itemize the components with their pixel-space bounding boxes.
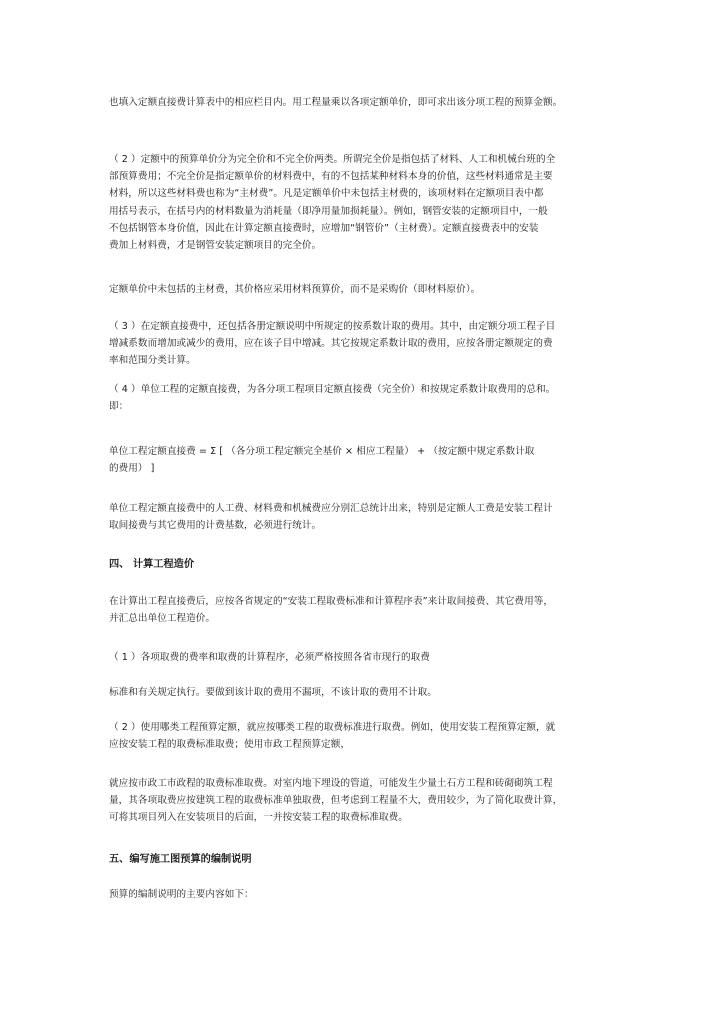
text-line: 定额单价中未包括的主材费，其价格应采用材料预算价，而不是采购价（即材料原价）。 <box>109 284 481 295</box>
text-line: （ 1 ）各项取费的费率和取费的计算程序，必须严格按照各省市现行的取费 <box>109 652 430 663</box>
text-line: 就应按市政工市政程的取费标准取费。对室内地下埋设的管道，可能发生少量土石方工程和砖砌砌筑工程 <box>109 778 553 789</box>
text-line: 率和范围分类计算。 <box>109 355 196 367</box>
paragraph-5 <box>109 381 629 415</box>
text-line: 单位工程定额直接费中的人工费、材料费和机械费应分别汇总统计出来，特别是定额人工费是安装工程计 <box>109 503 553 514</box>
text-line: 并汇总出单位工程造价。 <box>109 613 216 625</box>
paragraph-13 <box>109 886 629 903</box>
text-line: 预算的编制说明的主要内容如下： <box>109 889 254 900</box>
paragraph-1 <box>109 94 629 111</box>
paragraph-2 <box>109 151 629 254</box>
text-line: 取间接费与其它费用的计费基数，必须进行统计。 <box>109 520 322 532</box>
text-line: 应按安装工程的取费标准取费；使用市政工程预算定额， <box>109 739 351 751</box>
paragraph-7 <box>109 500 629 534</box>
text-line: 在计算出工程直接费后，应按各省规定的“安装工程取费标准和计算程序表”来计取间接费、其它费用等， <box>109 596 554 607</box>
text-line: 费加上材料费，才是钢管安装定额项目的完全价。 <box>109 240 322 252</box>
text-line: 即： <box>109 401 129 413</box>
text-line: （ 3 ）在定额直接费中，还包括各册定额说明中所规定的按系数计取的费用。其中，由定额分项工程子目 <box>109 321 556 332</box>
text-line: 部预算费用；不完全价是指定额单价的材料费中，有的不包括某种材料本身的价值，这些材料通常是主要 <box>109 171 553 183</box>
paragraph-8 <box>109 593 629 627</box>
text-line: 也填入定额直接费计算表中的相应栏目内。用工程量乘以各项定额单价，即可求出该分项工程的预算金额。 <box>109 97 563 108</box>
formula-paragraph <box>109 443 629 477</box>
paragraph-9 <box>109 649 629 666</box>
text-line: （ 4 ）单位工程的定额直接费，为各分项工程项目定额直接费（完全价）和按规定系数计取费用的总和。 <box>109 384 556 395</box>
paragraph-10 <box>109 684 629 701</box>
paragraph-4 <box>109 318 629 370</box>
formula-line: 单位工程定额直接费 = Σ [ （各分项工程定额完全基价 × 相应工程量） + （按定额中规定系数计取 <box>109 446 535 457</box>
paragraph-11 <box>109 719 629 753</box>
text-line: （ 2 ）使用哪类工程预算定额，就应按哪类工程的取费标准进行取费。例如，使用安装工程预算定额，就 <box>109 722 556 733</box>
paragraph-3 <box>109 281 629 298</box>
formula-line: 的费用） ] <box>109 463 155 475</box>
section-heading-4: 四、 计算工程造价 <box>109 559 195 570</box>
text-line: 量，其各项取费应按建筑工程的取费标准单独取费，但考虑到工程量不大，费用较少，为了简化取费计算， <box>109 795 563 807</box>
text-line: 增减系数而增加或减少的费用，应在该子目中增减。其它按规定系数计取的费用，应按各册定额规定的费 <box>109 338 553 350</box>
paragraph-12 <box>109 775 629 827</box>
text-line: （ 2 ）定额中的预算单价分为完全价和不完全价两类。所谓完全价是指包括了材料、人工和机械台班的全 <box>109 154 556 165</box>
text-line: 材料，所以这些材料费也称为“主材费”。凡是定额单价中未包括主材费的，该项材料在定额项目表中都 <box>109 188 544 200</box>
text-line: 标准和有关规定执行。要做到该计取的费用不漏项，不该计取的费用不计取。 <box>109 687 437 698</box>
text-line: 可将其项目列入在安装项目的后面，一并按安装工程的取费标准取费。 <box>109 812 408 824</box>
text-line: 不包括钢管本身价值，因此在计算定额直接费时，应增加“钢管价”（主材费）。定额直接费表中的安装 <box>109 222 539 234</box>
section-heading-5: 五、编写施工图预算的编制说明 <box>109 854 252 865</box>
text-line: 用括号表示，在括号内的材料数量为消耗量（即净用量加损耗量）。例如，钢管安装的定额项目中，一般 <box>109 205 548 217</box>
